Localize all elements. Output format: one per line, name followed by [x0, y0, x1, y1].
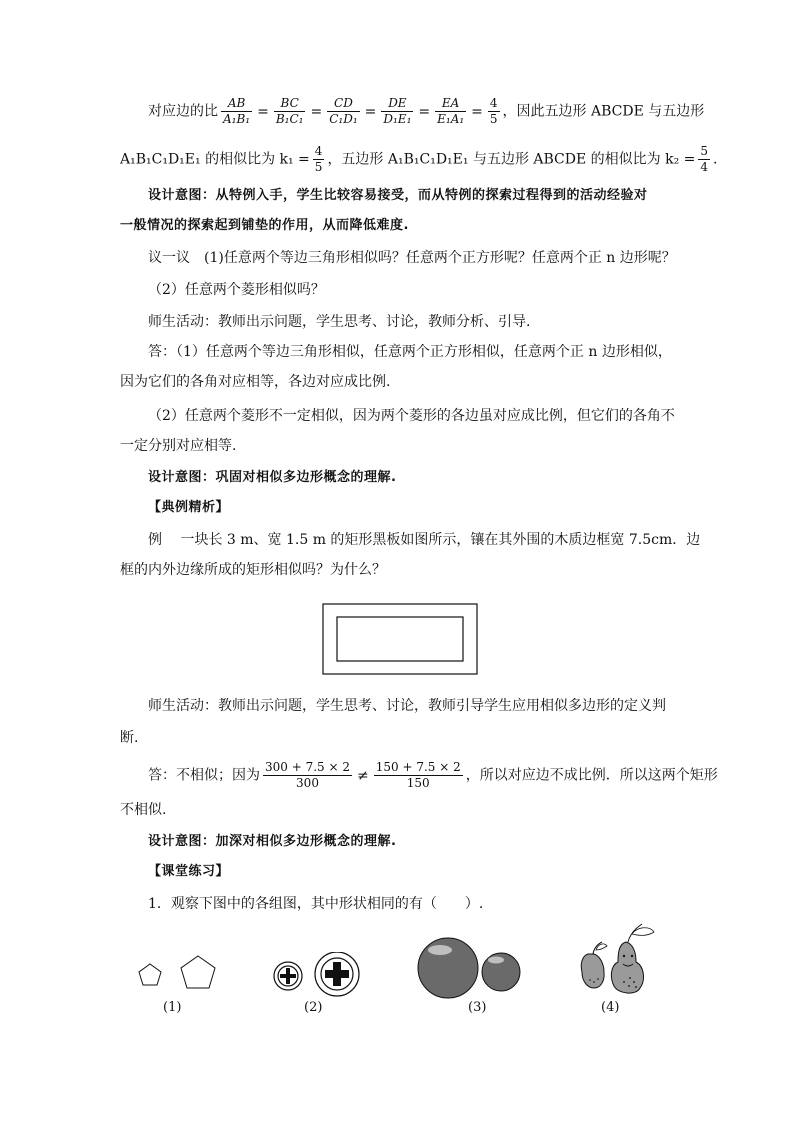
pear-pair-figure [574, 920, 666, 998]
activity-2-line-1: 师生活动：教师出示问题，学生思考、讨论，教师引导学生应用相似多边形的定义判 [148, 698, 666, 714]
large-pentagon [181, 956, 215, 988]
fraction-ea: $\frac{EA}{\text{E₁A₁}}$ [437, 96, 465, 126]
answer-3-line-2: 不相似. [120, 802, 167, 818]
design-intent-1-line-1: 设计意图：从特例入手，学生比较容易接受，而从特例的探索过程得到的活动经验对 [148, 188, 648, 203]
figure-label-2: (2) [304, 1000, 323, 1015]
ratio-line-1: 对应边的比 $\frac{AB}{\text{A₁B₁}}$ = $\frac{BC}{\text{B₁C₁}}$ = $\frac{CD}{\text{C₁D₁}}$ = $\frac{DE}{\text{D₁E₁}}$ = $\frac{EA}{\text{E₁A₁}}$ = $\frac{4}{5}$ ，因此五边形 ABCDE 与五边形 [148, 96, 705, 126]
inner-rectangle [337, 617, 463, 661]
fraction-de: $\frac{DE}{\text{D₁E₁}}$ [383, 96, 412, 126]
outer-rectangle [323, 604, 477, 674]
small-pear [581, 942, 607, 988]
fraction-ab: $\frac{AB}{\text{A₁B₁}}$ [223, 96, 251, 126]
design-intent-3: 设计意图：加深对相似多边形概念的理解. [148, 834, 397, 849]
activity-1: 师生活动：教师出示问题，学生思考、讨论，教师分析、引导. [148, 314, 531, 330]
figure-label-4: (4) [601, 1000, 620, 1015]
figure-label-1: (1) [163, 1000, 182, 1015]
ratio-prefix: 对应边的比 [148, 103, 218, 120]
section-example-heading: 【典例精析】 [148, 500, 230, 515]
section-practice-heading: 【课堂练习】 [148, 864, 230, 879]
fraction-4-5: $\frac{4}{5}$ [489, 96, 498, 126]
discuss-line-2: （2）任意两个菱形相似吗？ [148, 282, 325, 298]
fraction-k2: $\frac{5}{4}$ [700, 144, 709, 174]
large-pear [611, 924, 654, 993]
answer-2-line-2: 一定分别对应相等. [120, 438, 237, 454]
example-line-2: 框的内外边缘所成的矩形相似吗？为什么？ [120, 562, 386, 578]
example-line-1: 例 一块长 3 m、宽 1.5 m 的矩形黑板如图所示，镶在其外围的木质边框宽 7.5cm．边 [148, 532, 701, 548]
blackboard-frame-figure [322, 603, 478, 675]
small-pentagon [139, 964, 161, 985]
cross-button-pair-figure [270, 952, 364, 998]
answer-1-line-1: 答：（1）任意两个等边三角形相似，任意两个正方形相似，任意两个正 n 边形相似， [148, 344, 672, 360]
design-intent-2: 设计意图：巩固对相似多边形概念的理解. [148, 470, 397, 485]
ratio-line-2: A₁B₁C₁D₁E₁ 的相似比为 k₁ = $\frac{4}{5}$ ，五边形 A₁B₁C₁D₁E₁ 与五边形 ABCDE 的相似比为 k₂ = $\frac{5}{4}$ . [120, 144, 718, 174]
fraction-outer-length: $\frac{300 + 7.5 \times 2}{300}$ [265, 760, 350, 790]
sphere-pair-figure [416, 936, 526, 1000]
fraction-k1: $\frac{4}{5}$ [314, 144, 323, 174]
pentagon-pair-figure [134, 952, 218, 992]
answer-1-line-2: 因为它们的各角对应相等，各边对应成比例. [120, 374, 391, 390]
discuss-line-1: 议一议 (1)任意两个等边三角形相似吗？任意两个正方形呢？任意两个正 n 边形呢？ [148, 250, 676, 266]
design-intent-1-line-2: 一般情况的探索起到铺垫的作用，从而降低难度. [120, 218, 409, 233]
question-1: 1．观察下图中的各组图，其中形状相同的有（ ）. [148, 896, 484, 912]
fraction-bc: $\frac{BC}{\text{B₁C₁}}$ [275, 96, 304, 126]
figure-label-3: (3) [468, 1000, 487, 1015]
ratio-suffix: ，因此五边形 ABCDE 与五边形 [502, 103, 705, 120]
small-sphere [482, 953, 520, 991]
answer-3-line-1: 答：不相似；因为 $\frac{300 + 7.5 \times 2}{300}$ ≠ $\frac{150 + 7.5 \times 2}{150}$ ，所以对应边不成比例．所以这两个矩形 [148, 760, 718, 790]
large-cross-button [315, 952, 359, 996]
large-sphere [418, 938, 478, 998]
small-cross-button [274, 962, 302, 990]
activity-2-line-2: 断. [120, 730, 139, 746]
fraction-cd: $\frac{CD}{\text{C₁D₁}}$ [329, 96, 358, 126]
fraction-outer-width: $\frac{150 + 7.5 \times 2}{150}$ [375, 760, 461, 790]
answer-2-line-1: （2）任意两个菱形不一定相似，因为两个菱形的各边虽对应成比例，但它们的各角不 [148, 408, 675, 424]
